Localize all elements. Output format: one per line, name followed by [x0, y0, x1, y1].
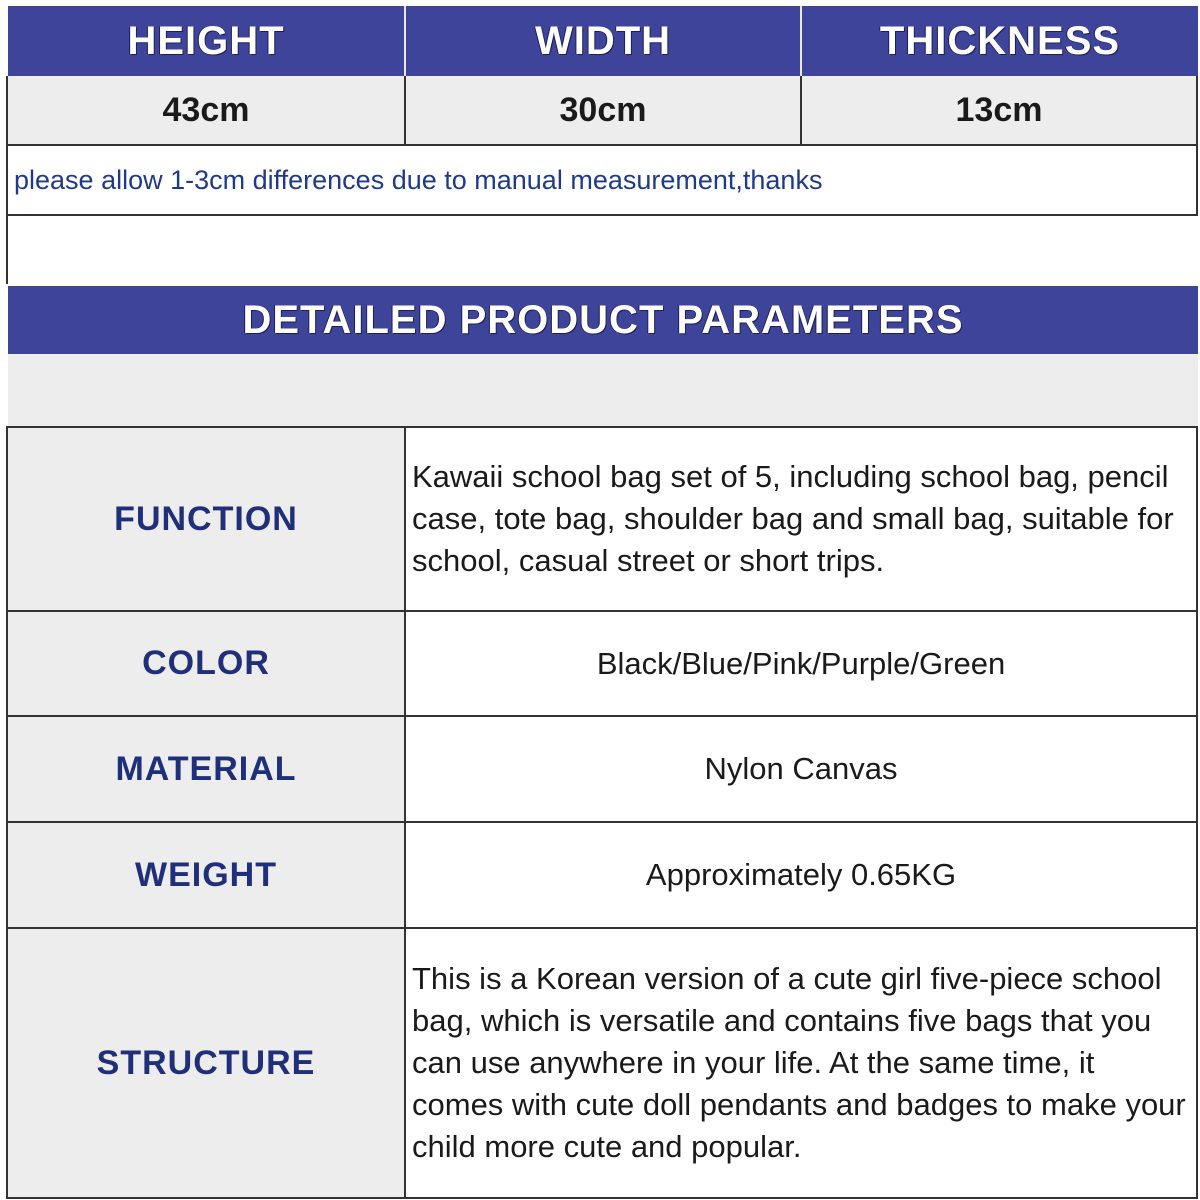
spacer-row	[6, 216, 1198, 284]
grey-spacer	[8, 354, 1198, 426]
height-value: 43cm	[6, 76, 406, 146]
thickness-value: 13cm	[802, 76, 1198, 146]
thickness-header: THICKNESS	[802, 6, 1198, 76]
function-value: Kawaii school bag set of 5, including school bag, pencil case, tote bag, shoulder bag and small bag, suitable for school, casual street or short trips.	[406, 426, 1198, 612]
width-value: 30cm	[406, 76, 802, 146]
structure-label: STRUCTURE	[6, 929, 406, 1199]
function-label: FUNCTION	[6, 426, 406, 612]
width-header: WIDTH	[406, 6, 802, 76]
color-value: Black/Blue/Pink/Purple/Green	[406, 612, 1198, 717]
material-label: MATERIAL	[6, 717, 406, 823]
weight-label: WEIGHT	[6, 823, 406, 929]
height-header: HEIGHT	[8, 6, 406, 76]
measurement-note: please allow 1-3cm differences due to manual measurement,thanks	[6, 146, 1198, 216]
color-label: COLOR	[6, 612, 406, 717]
section-banner: DETAILED PRODUCT PARAMETERS	[8, 286, 1198, 354]
material-value: Nylon Canvas	[406, 717, 1198, 823]
weight-value: Approximately 0.65KG	[406, 823, 1198, 929]
structure-value: This is a Korean version of a cute girl five-piece school bag, which is versatile and contains five bags that you can use anywhere in your life. At the same time, it comes with cute doll pendants and badges to make your child more cute and popular.	[406, 929, 1198, 1199]
